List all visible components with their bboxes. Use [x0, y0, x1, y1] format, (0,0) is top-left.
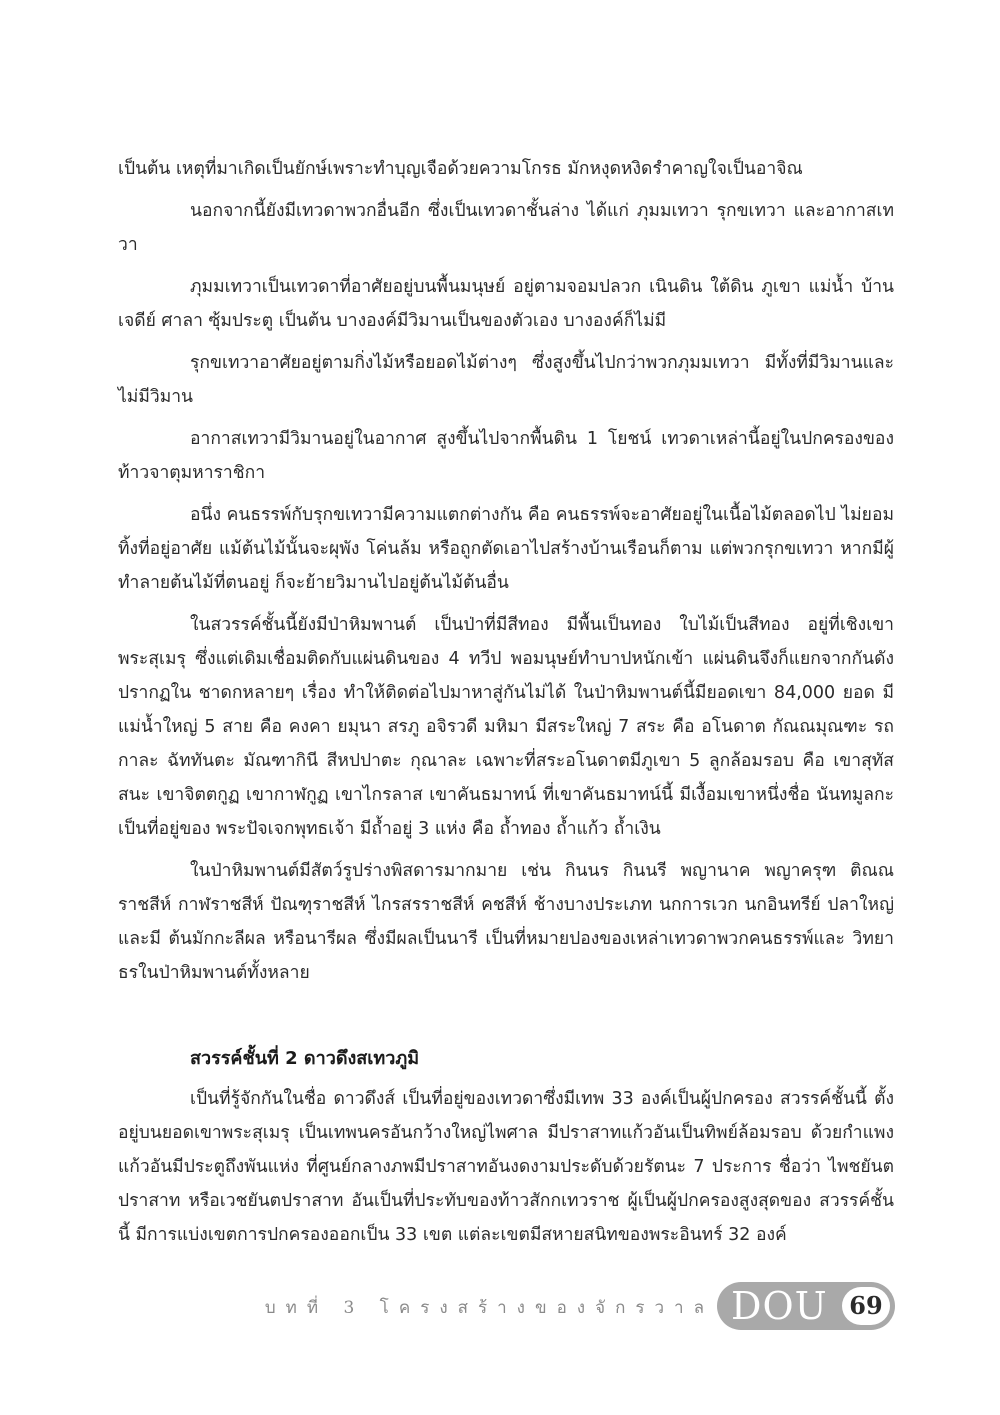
paragraph-3: ภุมมเทวาเป็นเทวดาที่อาศัยอยู่บนพื้นมนุษย์ อยู่ตามจอมปลวก เนินดิน ใต้ดิน ภูเขา แม่น้ำ บ้าน เจดีย์ ศาลา ซุ้มประตู เป็นต้น บางองค์มีวิมานเป็นของตัวเอง บางองค์ก็ไม่มี [118, 277, 894, 331]
paragraph-6: อนึ่ง คนธรรพ์กับรุกขเทวามีความแตกต่างกัน คือ คนธรรพ์จะอาศัยอยู่ในเนื้อไม้ตลอดไป ไม่ยอมทิ้งที่อยู่อาศัย แม้ต้นไม้นั้นจะผุพัง โค่นล้ม หรือถูกตัดเอาไปสร้างบ้านเรือนก็ตาม แต่พวกรุกขเทวา หากมีผู้ทำลายต้นไม้ที่ตนอยู่ ก็จะย้ายวิมานไปอยู่ต้นไม้ต้นอื่น [118, 505, 894, 593]
paragraph-5: อากาสเทวามีวิมานอยู่ในอากาศ สูงขึ้นไปจากพื้นดิน 1 โยชน์ เทวดาเหล่านี้อยู่ในปกครองของท้าวจาตุมหาราชิกา [118, 429, 894, 483]
paragraph-4: รุกขเทวาอาศัยอยู่ตามกิ่งไม้หรือยอดไม้ต่างๆ ซึ่งสูงขึ้นไปกว่าพวกภุมมเทวา มีทั้งที่มีวิมานและไม่มีวิมาน [118, 353, 894, 407]
section-paragraph: เป็นที่รู้จักกันในชื่อ ดาวดึงส์ เป็นที่อยู่ของเทวดาซึ่งมีเทพ 33 องค์เป็นผู้ปกครอง สวรรค์ชั้นนี้ ตั้งอยู่บนยอดเขาพระสุเมรุ เป็นเทพนครอันกว้างใหญ่ไพศาล มีปราสาทแก้วอันเป็นทิพย์ล้อมรอบ ด้วยกำแพงแก้วอันมีประตูถึงพันแห่ง ที่ศูนย์กลางภพมีปราสาทอันงดงามประดับด้วยรัตนะ 7 ประการ ชื่อว่า ไพชยันตปราสาท หรือเวชยันตปราสาท อันเป็นที่ประทับของท้าวสักกเทวราช ผู้เป็นผู้ปกครองสูงสุดของ สวรรค์ชั้นนี้ มีการแบ่งเขตการปกครองออกเป็น 33 เขต แต่ละเขตมีสหายสนิทของพระอินทร์ 32 องค์ [118, 1089, 894, 1245]
dou-badge [717, 1282, 895, 1330]
section-heading: สวรรค์ชั้นที่ 2 ดาวดึงสเทวภูมิ [190, 1048, 420, 1069]
paragraph-8: ในป่าหิมพานต์มีสัตว์รูปร่างพิสดารมากมาย เช่น กินนร กินนรี พญานาค พญาครุฑ ติณณราชสีห์ กาฬราชสีห์ ปัณฑุราชสีห์ ไกรสรราชสีห์ คชสีห์ ช้างบางประเภท นกการเวก นกอินทรีย์ ปลาใหญ่ และมี ต้นมักกะลีผล หรือนารีผล ซึ่งมีผลเป็นนารี เป็นที่หมายปองของเหล่าเทวดาพวกคนธรรพ์และ วิทยาธรในป่าหิมพานต์ทั้งหลาย [118, 861, 894, 983]
paragraph-1: เป็นต้น เหตุที่มาเกิดเป็นยักษ์เพราะทำบุญเจือด้วยความโกรธ มักหงุดหงิดรำคาญใจเป็นอาจิณ [118, 159, 803, 179]
dou-logo: DOU [731, 1284, 828, 1328]
page-body [118, 152, 894, 1252]
page-footer [0, 1280, 1000, 1340]
page-number: 69 [842, 1287, 890, 1325]
paragraph-2: นอกจากนี้ยังมีเทวดาพวกอื่นอีก ซึ่งเป็นเทวดาชั้นล่าง ได้แก่ ภุมมเทวา รุกขเทวา และอากาสเทวา [118, 201, 894, 255]
chapter-title: บทที่ 3 โครงสร้างของจักรวาล [264, 1298, 714, 1318]
paragraph-7: ในสวรรค์ชั้นนี้ยังมีป่าหิมพานต์ เป็นป่าที่มีสีทอง มีพื้นเป็นทอง ใบไม้เป็นสีทอง อยู่ที่เชิงเขาพระสุเมรุ ซึ่งแต่เดิมเชื่อมติดกับแผ่นดินของ 4 ทวีป พอมนุษย์ทำบาปหนักเข้า แผ่นดินจึงก็แยกจากกันดังปรากฏใน ชาดกหลายๆ เรื่อง ทำให้ติดต่อไปมาหาสู่กันไม่ได้ ในป่าหิมพานต์นี้มียอดเขา 84,000 ยอด มีแม่น้ำใหญ่ 5 สาย คือ คงคา ยมุนา สรภู อจิรวดี มหิมา มีสระใหญ่ 7 สระ คือ อโนดาต กัณณมุณฑะ รถกาละ ฉัททันตะ มัณฑากินี สีหปปาตะ กุณาละ เฉพาะที่สระอโนดาตมีภูเขา 5 ลูกล้อมรอบ คือ เขาสุทัสสนะ เขาจิตตกูฏ เขากาฬกูฏ เขาไกรลาส เขาคันธมาทน์ ที่เขาคันธมาทน์นี้ มีเงื้อมเขาหนึ่งชื่อ นันทมูลกะ เป็นที่อยู่ของ พระปัจเจกพุทธเจ้า มีถ้ำอยู่ 3 แห่ง คือ ถ้ำทอง ถ้ำแก้ว ถ้ำเงิน [118, 615, 894, 839]
